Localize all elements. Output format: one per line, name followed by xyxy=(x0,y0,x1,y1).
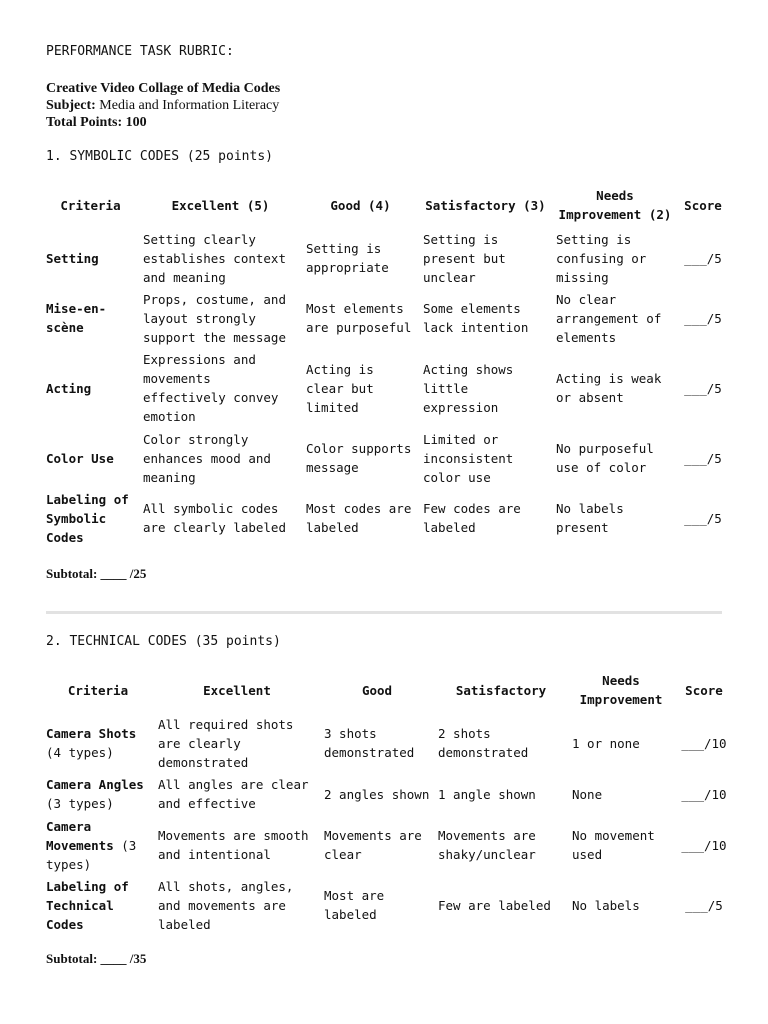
table-row xyxy=(42,228,728,288)
criteria-name: Camera Angles xyxy=(46,777,144,792)
satisfactory-cell: Few are labeled xyxy=(438,897,551,913)
good-cell: Setting is appropriate xyxy=(306,241,389,275)
header-criteria: Criteria xyxy=(60,197,121,213)
good-cell: Most are labeled xyxy=(324,888,385,922)
excellent-cell: Props, costume, and layout strongly support the message xyxy=(143,291,286,345)
satisfactory-cell: Movements are shaky/unclear xyxy=(438,828,536,862)
criteria-cell xyxy=(42,815,154,875)
satisfactory-cell: 1 angle shown xyxy=(438,786,536,802)
needs-cell: Acting is weak or absent xyxy=(556,371,662,405)
excellent-cell: Color strongly enhances mood and meaning xyxy=(143,431,271,485)
header-satisfactory: Satisfactory xyxy=(455,682,547,698)
table-row xyxy=(42,875,734,935)
criteria-cell xyxy=(42,713,154,773)
rubric-meta xyxy=(46,80,280,131)
section-heading-symbolic: 1. SYMBOLIC CODES (25 points) xyxy=(46,149,273,164)
good-cell: Movements are clear xyxy=(324,828,422,862)
criteria-cell xyxy=(42,875,154,935)
needs-cell: No labels xyxy=(572,897,640,913)
needs-cell: No labels present xyxy=(556,501,624,535)
satisfactory-cell: Acting shows little expression xyxy=(423,361,514,415)
section-heading-technical: 2. TECHNICAL CODES (35 points) xyxy=(46,634,281,649)
table-row xyxy=(42,713,734,773)
satisfactory-cell: Setting is present but unclear xyxy=(423,231,506,285)
excellent-cell: Movements are smooth and intentional xyxy=(158,828,309,862)
good-cell: 3 shots demonstrated xyxy=(324,726,415,760)
header-score: Score xyxy=(685,682,723,698)
satisfactory-cell: 2 shots demonstrated xyxy=(438,726,529,760)
criteria-cell: Color Use xyxy=(46,450,114,466)
satisfactory-cell: Few codes are labeled xyxy=(423,501,521,535)
good-cell: Most codes are labeled xyxy=(306,501,412,535)
needs-cell: Setting is confusing or missing xyxy=(556,231,647,285)
subject-value: Media and Information Literacy xyxy=(99,98,280,113)
table-row xyxy=(42,815,734,875)
satisfactory-cell: Some elements lack intention xyxy=(423,301,529,335)
table-row xyxy=(42,488,728,548)
excellent-cell: All symbolic codes are clearly labeled xyxy=(143,501,286,535)
score-cell: ___/10 xyxy=(681,837,727,853)
header-good: Good (4) xyxy=(330,197,391,213)
needs-cell: No clear arrangement of elements xyxy=(556,291,662,345)
score-cell: ___/5 xyxy=(684,380,722,396)
score-cell: ___/5 xyxy=(684,450,722,466)
criteria-cell: Acting xyxy=(46,380,92,396)
table-header-row xyxy=(42,667,734,713)
excellent-cell: All required shots are clearly demonstrated xyxy=(158,716,294,770)
header-needs-improvement: Needs Improvement (2) xyxy=(558,188,672,222)
good-cell: Most elements are purposeful xyxy=(306,301,412,335)
criteria-name: Camera Shots xyxy=(46,726,137,741)
excellent-cell: Expressions and movements effectively convey emotion xyxy=(143,352,279,424)
score-cell: ___/10 xyxy=(681,735,727,751)
criteria-cell: Labeling of Symbolic Codes xyxy=(46,491,129,545)
needs-cell: No movement used xyxy=(572,828,655,862)
header-score: Score xyxy=(684,197,722,213)
header-needs-improvement: Needs Improvement xyxy=(579,673,663,707)
score-cell: ___/5 xyxy=(685,897,723,913)
score-cell: ___/5 xyxy=(684,510,722,526)
header-excellent: Excellent xyxy=(203,682,271,698)
header-good: Good xyxy=(361,682,393,698)
symbolic-codes-table xyxy=(42,182,728,548)
total-points: Total Points: 100 xyxy=(46,115,147,130)
section-divider xyxy=(46,611,722,614)
criteria-sub: (3 types) xyxy=(46,796,114,811)
satisfactory-cell: Limited or inconsistent color use xyxy=(423,431,514,485)
criteria-name: Labeling of Technical Codes xyxy=(46,878,129,932)
criteria-cell xyxy=(42,773,154,815)
technical-codes-table xyxy=(42,667,734,935)
needs-cell: None xyxy=(572,786,603,802)
table-row xyxy=(42,428,728,488)
needs-cell: 1 or none xyxy=(572,735,640,751)
good-cell: Color supports message xyxy=(306,441,412,475)
header-excellent: Excellent (5) xyxy=(171,197,270,213)
good-cell: Acting is clear but limited xyxy=(306,361,374,415)
criteria-cell: Mise-en-scène xyxy=(46,301,107,335)
score-cell: ___/5 xyxy=(684,310,722,326)
excellent-cell: All angles are clear and effective xyxy=(158,777,309,811)
criteria-sub: (3 types) xyxy=(46,837,137,872)
subject-label: Subject: xyxy=(46,98,96,113)
criteria-name: Camera Movements xyxy=(46,818,114,853)
needs-cell: No purposeful use of color xyxy=(556,441,654,475)
header-criteria: Criteria xyxy=(67,682,129,698)
table-header-row xyxy=(42,182,728,228)
rubric-title: PERFORMANCE TASK RUBRIC: xyxy=(46,44,234,59)
criteria-sub: (4 types) xyxy=(46,745,114,760)
excellent-cell: All shots, angles, and movements are labeled xyxy=(158,878,294,932)
good-cell: 2 angles shown xyxy=(324,786,430,802)
header-satisfactory: Satisfactory (3) xyxy=(425,197,546,213)
excellent-cell: Setting clearly establishes context and meaning xyxy=(143,231,286,285)
subtotal-symbolic: Subtotal: ____ /25 xyxy=(46,566,147,581)
score-cell: ___/10 xyxy=(681,786,727,802)
score-cell: ___/5 xyxy=(684,250,722,266)
table-row xyxy=(42,288,728,348)
table-row xyxy=(42,348,728,428)
task-title: Creative Video Collage of Media Codes xyxy=(46,81,281,96)
subtotal-technical: Subtotal: ____ /35 xyxy=(46,951,147,966)
table-row xyxy=(42,773,734,815)
criteria-cell: Setting xyxy=(46,250,99,266)
